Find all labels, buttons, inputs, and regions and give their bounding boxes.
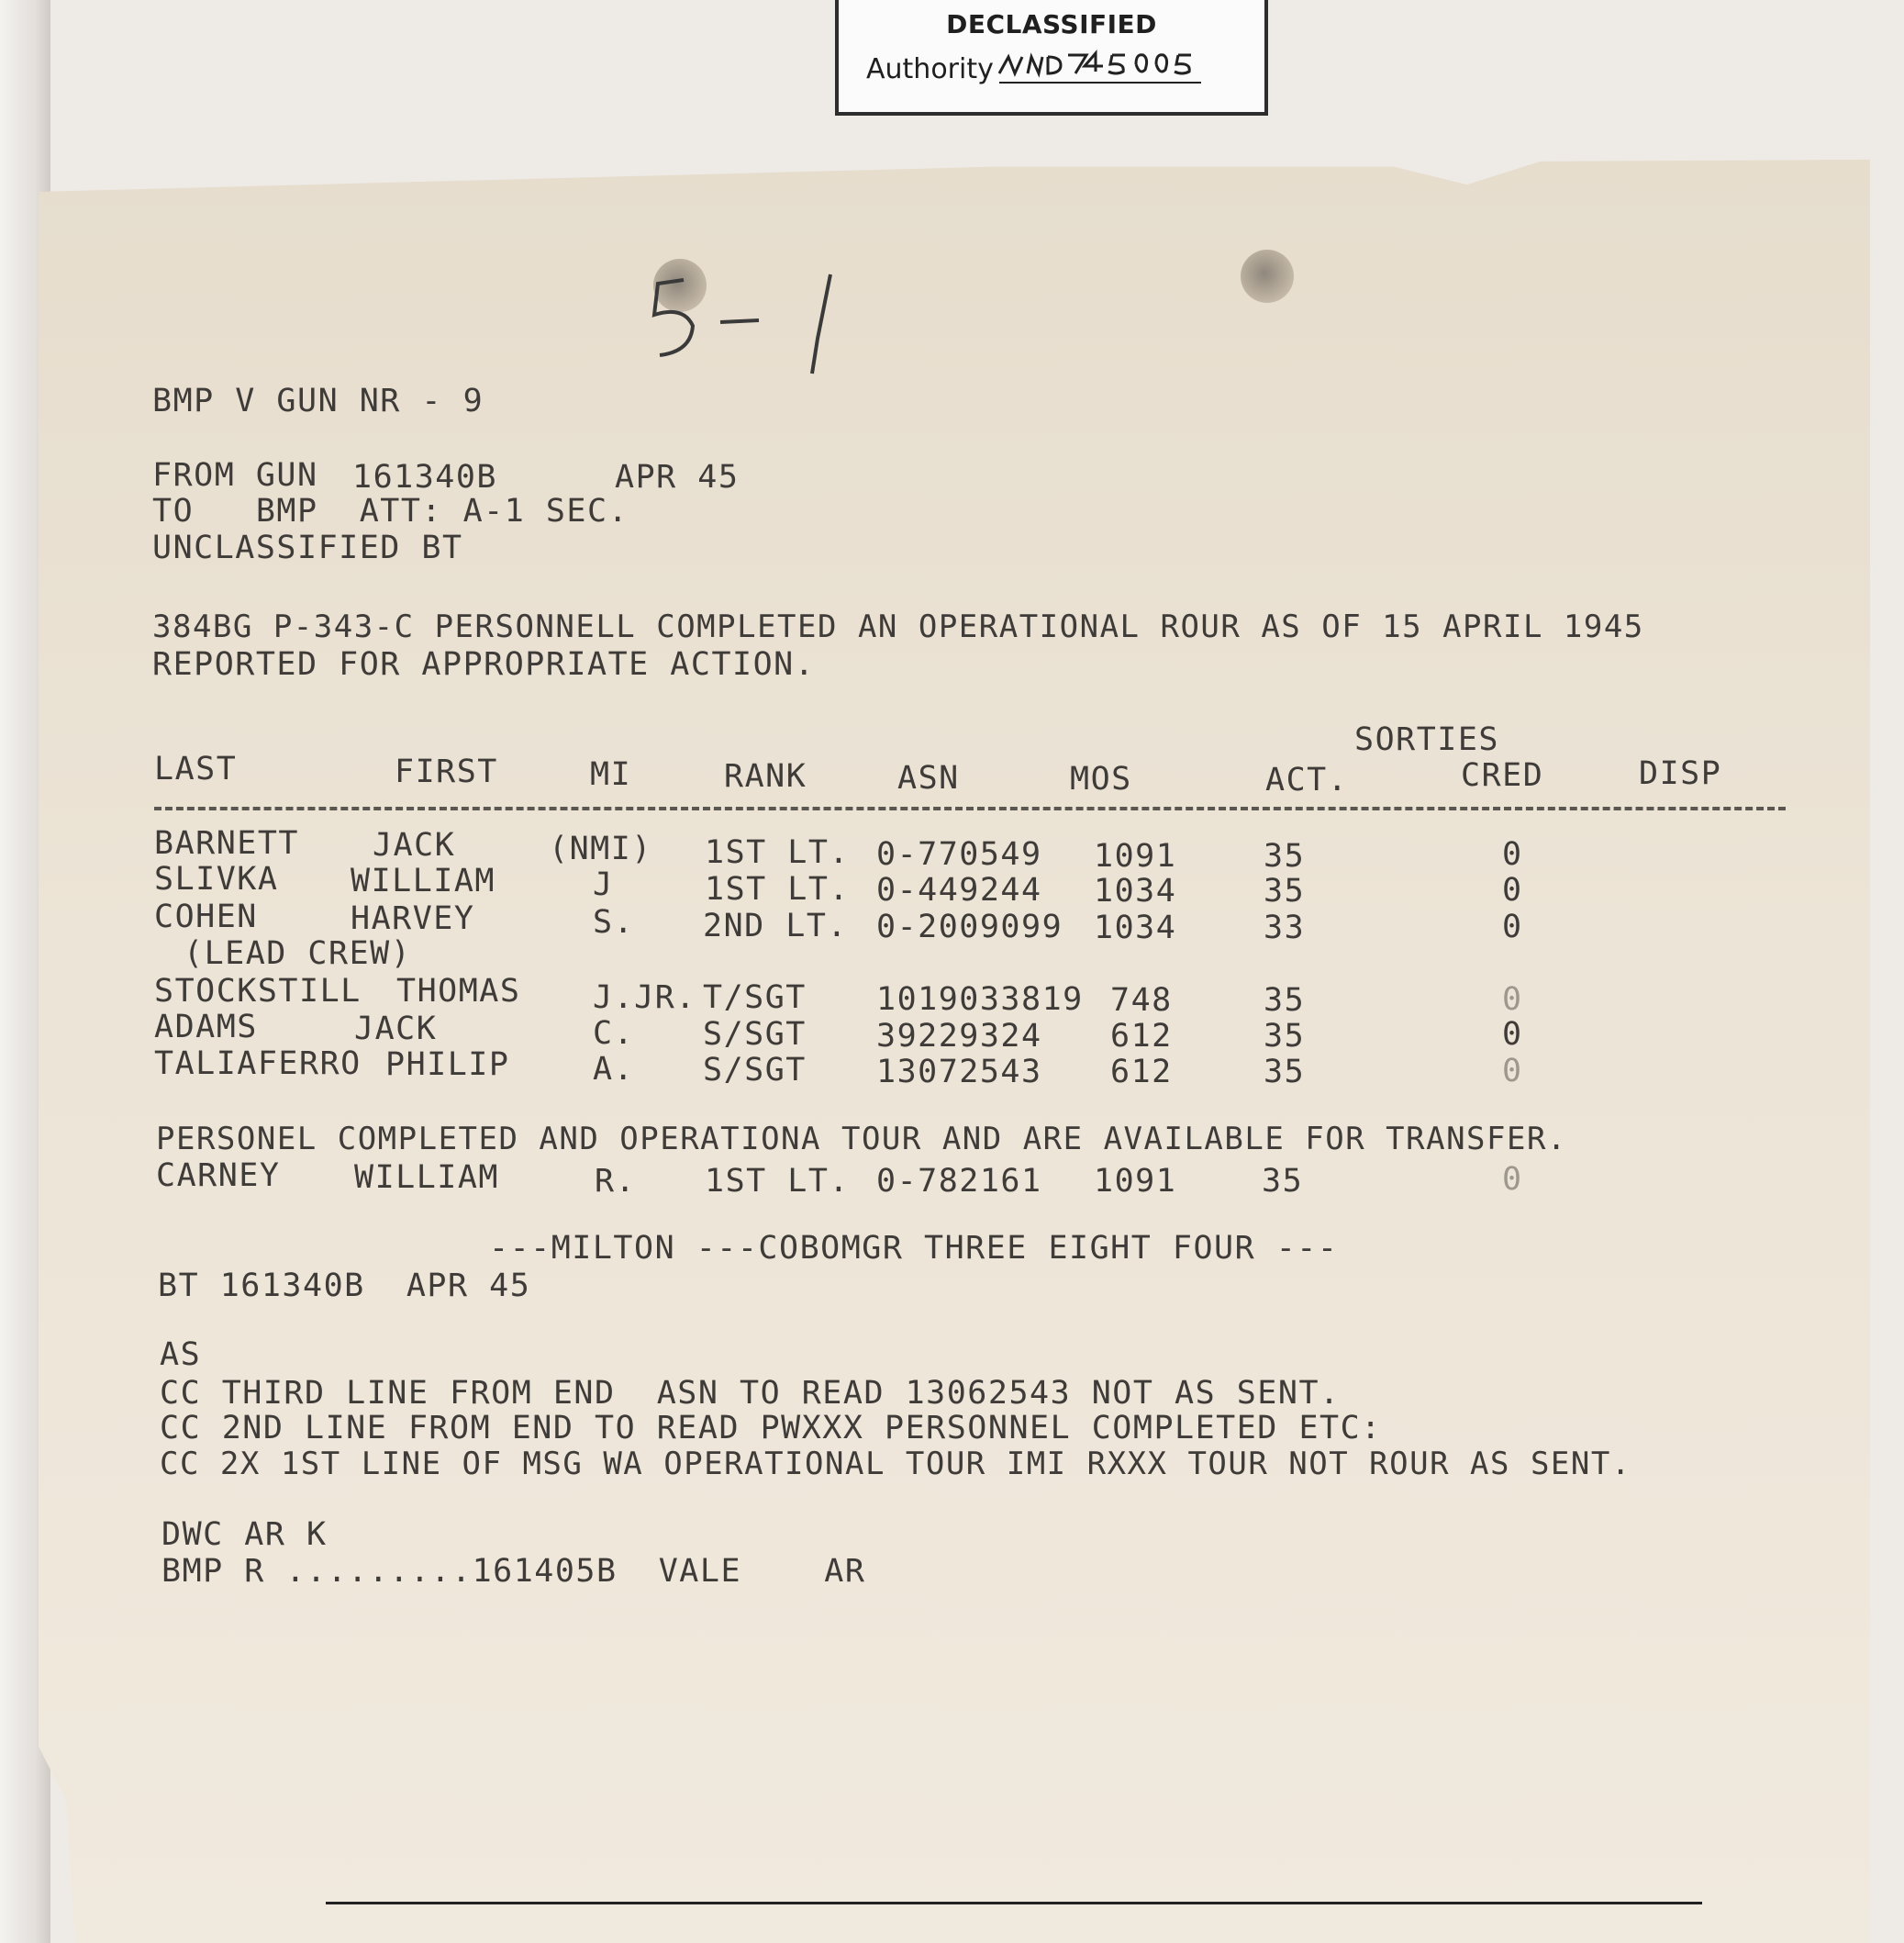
col-header-mi: MI <box>590 756 632 793</box>
cell-act: 35 <box>1264 1054 1306 1090</box>
cell-cred: 0 <box>1502 1053 1523 1089</box>
cell-last: BARNETT <box>154 825 300 862</box>
col-header-act: ACT. <box>1265 762 1349 798</box>
cell-last: TALIAFERRO <box>154 1045 362 1082</box>
cell-act: 35 <box>1264 873 1306 910</box>
authority-handwritten-signature <box>995 37 1215 92</box>
cell-cred: 0 <box>1502 836 1523 873</box>
cell-asn: 13072543 <box>876 1054 1042 1090</box>
lead-crew-note: (LEAD CREW) <box>184 935 412 972</box>
cell-act: 35 <box>1264 1018 1306 1055</box>
cell-rank: 1ST LT. <box>705 871 851 908</box>
col-header-first: FIRST <box>395 754 498 790</box>
stamp-title: DECLASSIFIED <box>946 9 1157 39</box>
cell-mi: S. <box>593 904 635 941</box>
cell-first: THOMAS <box>396 973 521 1010</box>
cell-mos: 748 <box>1110 982 1173 1019</box>
corrections-as: AS <box>160 1336 202 1373</box>
signature-line: ---MILTON ---COBOMGR THREE EIGHT FOUR --- <box>489 1230 1339 1267</box>
cell-first: WILLIAM <box>354 1159 500 1196</box>
cell-last: CARNEY <box>156 1157 281 1194</box>
declassified-stamp <box>835 0 1268 116</box>
cell-mos: 1034 <box>1094 910 1177 946</box>
cell-mi: J <box>593 866 614 903</box>
to-line: TO BMP ATT: A-1 SEC. <box>152 493 629 530</box>
cell-asn: 1019033819 <box>876 981 1084 1018</box>
cell-rank: T/SGT <box>703 979 807 1016</box>
cell-first: PHILIP <box>385 1046 510 1083</box>
col-header-cred: CRED <box>1461 757 1544 794</box>
cell-last: STOCKSTILL <box>154 973 362 1010</box>
header-divider <box>154 807 1786 810</box>
correction-line-3: CC 2X 1ST LINE OF MSG WA OPERATIONAL TOUR IMI RXXX TOUR NOT ROUR AS SENT. <box>160 1446 1631 1482</box>
classification-line: UNCLASSIFIED BT <box>152 530 463 566</box>
from-date: APR 45 <box>615 459 740 496</box>
cell-asn: 0-2009099 <box>876 909 1063 945</box>
cell-last: SLIVKA <box>154 861 279 898</box>
cell-cred: 0 <box>1502 909 1523 945</box>
transfer-line: PERSONEL COMPLETED AND OPERATIONA TOUR AND ARE AVAILABLE FOR TRANSFER. <box>156 1121 1567 1157</box>
cell-asn: 39229324 <box>876 1018 1042 1055</box>
cell-last: COHEN <box>154 899 258 935</box>
cell-first: WILLIAM <box>351 863 496 899</box>
body-line-2: REPORTED FOR APPROPRIATE ACTION. <box>152 646 816 683</box>
cell-mos: 612 <box>1110 1018 1173 1055</box>
body-line-1: 384BG P-343-C PERSONNELL COMPLETED AN OPERATIONAL ROUR AS OF 15 APRIL 1945 <box>152 609 1644 645</box>
col-header-rank: RANK <box>724 758 807 795</box>
stamp-authority-label: Authority <box>866 53 994 85</box>
cell-cred: 0 <box>1502 1016 1523 1053</box>
col-header-mos: MOS <box>1070 761 1132 798</box>
cell-mos: 1034 <box>1094 873 1177 910</box>
cell-asn: 0-449244 <box>876 872 1042 909</box>
bottom-rule <box>326 1902 1702 1904</box>
cell-rank: 1ST LT. <box>705 1163 851 1200</box>
cell-asn: 0-770549 <box>876 836 1042 873</box>
cell-mi: C. <box>593 1015 635 1052</box>
cell-rank: 1ST LT. <box>705 834 851 871</box>
bt-dtg-line: BT 161340B APR 45 <box>158 1267 531 1304</box>
cell-rank: S/SGT <box>703 1016 807 1053</box>
cell-act: 33 <box>1264 910 1306 946</box>
cell-last: ADAMS <box>154 1009 258 1045</box>
cell-first: JACK <box>354 1011 438 1047</box>
col-header-disp: DISP <box>1639 755 1722 792</box>
cell-first: HARVEY <box>351 900 475 937</box>
cell-asn: 0-782161 <box>876 1163 1042 1200</box>
cell-mos: 1091 <box>1094 1163 1177 1200</box>
from-label: FROM GUN <box>152 457 318 494</box>
correction-line-1: CC THIRD LINE FROM END ASN TO READ 13062543 NOT AS SENT. <box>160 1375 1341 1412</box>
cell-cred: 0 <box>1502 981 1523 1018</box>
cell-mi: J.JR. <box>593 979 696 1016</box>
cell-act: 35 <box>1264 838 1306 875</box>
col-header-asn: ASN <box>897 760 960 797</box>
cell-rank: S/SGT <box>703 1052 807 1089</box>
correction-line-2: CC 2ND LINE FROM END TO READ PWXXX PERSONNEL COMPLETED ETC: <box>160 1410 1382 1446</box>
col-header-last: LAST <box>154 751 238 787</box>
cell-rank: 2ND LT. <box>703 908 849 944</box>
routing-line: BMP V GUN NR - 9 <box>152 383 484 419</box>
cell-mos: 612 <box>1110 1054 1173 1090</box>
cell-act: 35 <box>1264 982 1306 1019</box>
from-dtg: 161340B <box>352 459 498 496</box>
sorties-group-header: SORTIES <box>1354 721 1500 758</box>
footer-line-2: BMP R .........161405B VALE AR <box>161 1553 866 1590</box>
punch-hole-right <box>1241 250 1294 303</box>
cell-first: JACK <box>373 827 456 864</box>
cell-mi: R. <box>595 1163 637 1200</box>
cell-cred: 0 <box>1502 872 1523 909</box>
cell-mi: A. <box>593 1051 635 1088</box>
handwritten-note <box>647 262 858 381</box>
cell-cred: 0 <box>1502 1161 1523 1198</box>
cell-mi: (NMI) <box>549 831 652 867</box>
cell-mos: 1091 <box>1094 838 1177 875</box>
cell-act: 35 <box>1262 1163 1304 1200</box>
footer-line-1: DWC AR K <box>161 1516 328 1553</box>
